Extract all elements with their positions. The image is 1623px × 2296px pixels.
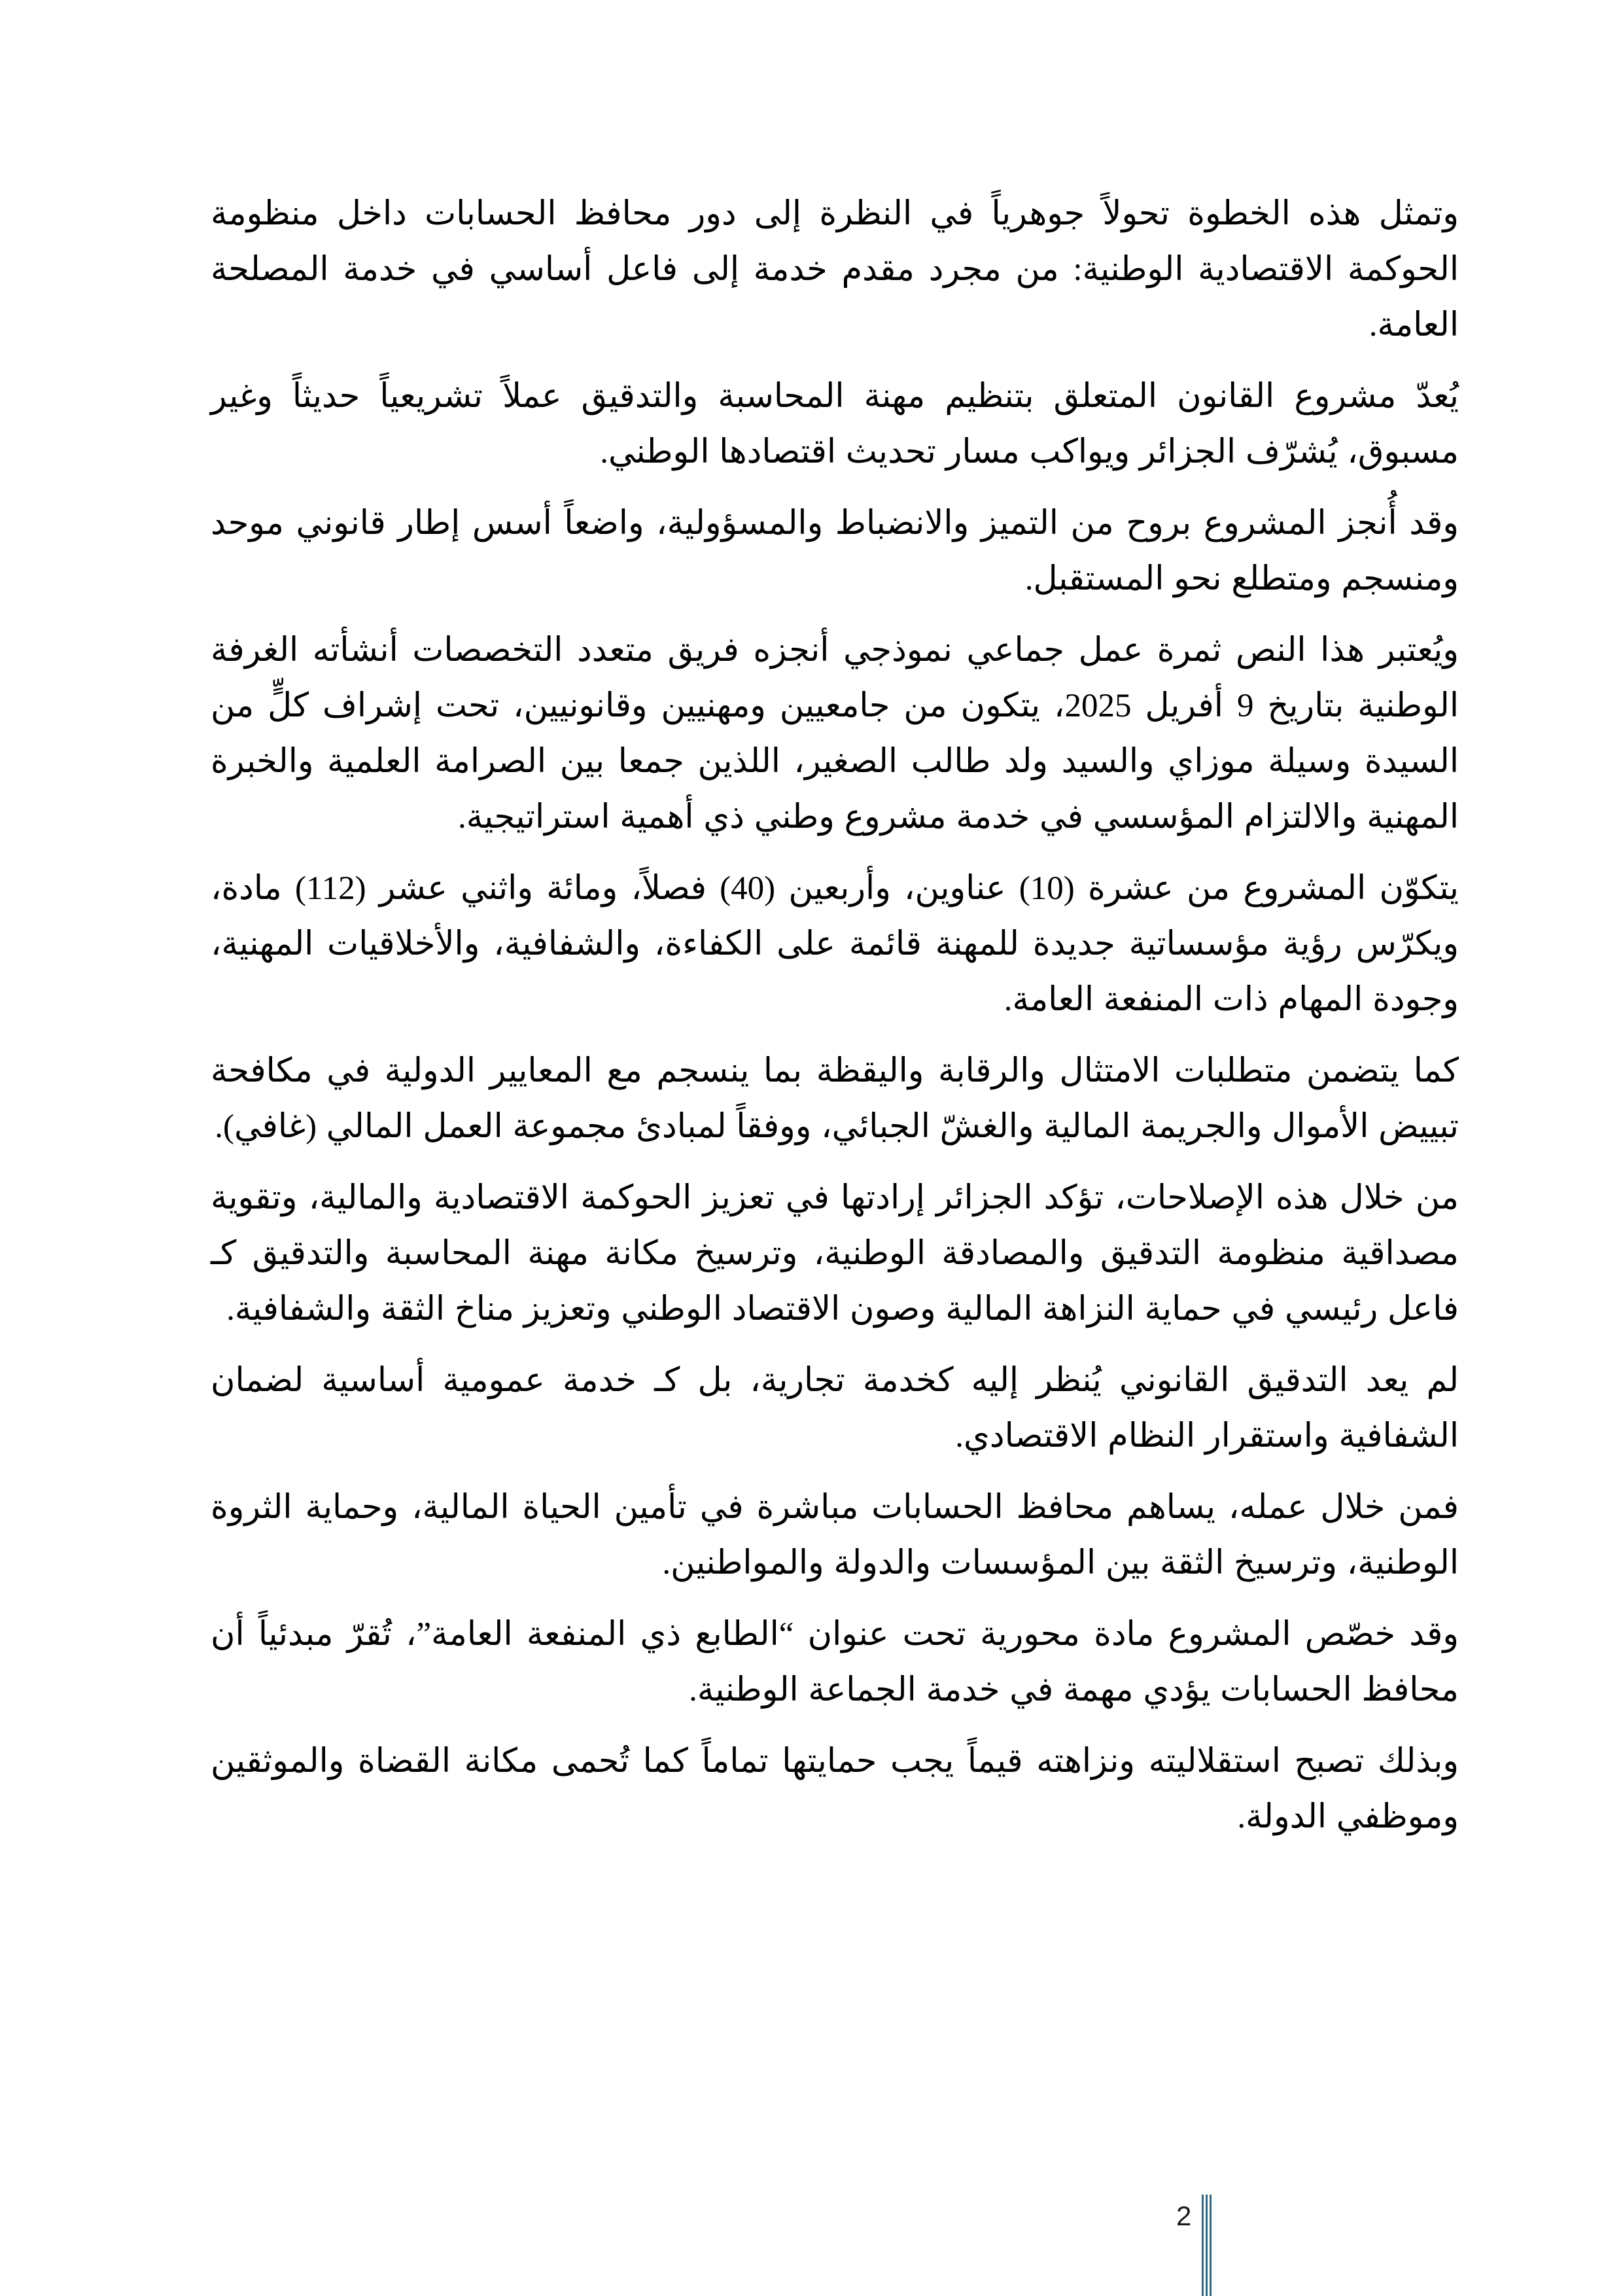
paragraph: وبذلك تصبح استقلاليته ونزاهته قيماً يجب حمايتها تماماً كما تُحمى مكانة القضاة والموثقين وموظفي الدولة. <box>211 1743 1459 1835</box>
paragraph: يُعدّ مشروع القانون المتعلق بتنظيم مهنة المحاسبة والتدقيق عملاً تشريعياً حديثاً وغير مسبوق، يُشرّف الجزائر ويواكب مسار تحديث اقتصادها الوطني. <box>211 378 1459 470</box>
paragraph: فمن خلال عمله، يساهم محافظ الحسابات مباشرة في تأمين الحياة المالية، وحماية الثروة الوطنية، وترسيخ الثقة بين المؤسسات والدولة والمواطنين. <box>211 1489 1459 1581</box>
paragraph: لم يعد التدقيق القانوني يُنظر إليه كخدمة تجارية، بل كـ خدمة عمومية أساسية لضمان الشفافية واستقرار النظام الاقتصادي. <box>211 1362 1459 1455</box>
paragraph: كما يتضمن متطلبات الامتثال والرقابة واليقظة بما ينسجم مع المعايير الدولية في مكافحة تبييض الأموال والجريمة المالية والغشّ الجبائي، ووفقاً لمبادئ مجموعة العمل المالي (غافي). <box>211 1053 1459 1145</box>
accent-bars-icon <box>1202 2195 1212 2296</box>
document-body <box>211 186 1459 1861</box>
paragraph: يتكوّن المشروع من عشرة (10) عناوين، وأربعين (40) فصلاً، ومائة واثني عشر (112) مادة، ويكرّس رؤية مؤسساتية جديدة للمهنة قائمة على الكفاءة، والشفافية، والأخلاقيات المهنية، وجودة المهام ذات المنفعة العامة. <box>211 870 1459 1018</box>
page-number: 2 <box>1176 2200 1192 2231</box>
page-footer <box>1176 2195 1212 2296</box>
paragraph: وقد خصّص المشروع مادة محورية تحت عنوان “الطابع ذي المنفعة العامة”، تُقرّ مبدئياً أن محافظ الحسابات يؤدي مهمة في خدمة الجماعة الوطنية. <box>211 1616 1459 1708</box>
paragraph: وتمثل هذه الخطوة تحولاً جوهرياً في النظرة إلى دور محافظ الحسابات داخل منظومة الحوكمة الاقتصادية الوطنية: من مجرد مقدم خدمة إلى فاعل أساسي في خدمة المصلحة العامة. <box>211 196 1459 344</box>
paragraph: وقد أُنجز المشروع بروح من التميز والانضباط والمسؤولية، واضعاً أسس إطار قانوني موحد ومنسجم ومتطلع نحو المستقبل. <box>211 505 1459 597</box>
paragraph: من خلال هذه الإصلاحات، تؤكد الجزائر إرادتها في تعزيز الحوكمة الاقتصادية والمالية، وتقوية مصداقية منظومة التدقيق والمصادقة الوطنية، وترسيخ مكانة مهنة المحاسبة والتدقيق كـ فاعل رئيسي في حماية النزاهة المالية وصون الاقتصاد الوطني وتعزيز مناخ الثقة والشفافية. <box>211 1180 1459 1328</box>
paragraph: ويُعتبر هذا النص ثمرة عمل جماعي نموذجي أنجزه فريق متعدد التخصصات أنشأته الغرفة الوطنية بتاريخ 9 أفريل 2025، يتكون من جامعيين ومهنيين وقانونيين، تحت إشراف كلٍّ من السيدة وسيلة موزاي والسيد ولد طالب الصغير، اللذين جمعا بين الصرامة العلمية والخبرة المهنية والالتزام المؤسسي في خدمة مشروع وطني ذي أهمية استراتيجية. <box>211 632 1459 836</box>
